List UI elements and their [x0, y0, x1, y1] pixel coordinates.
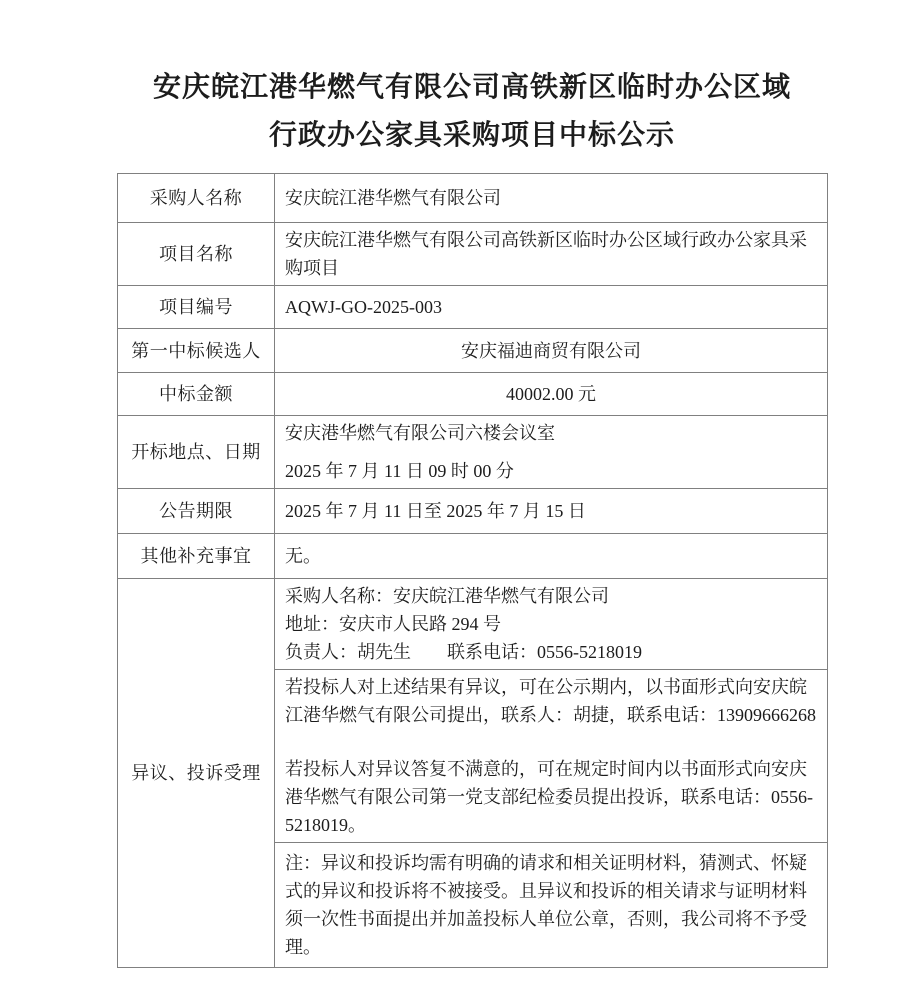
opening-date-line: 2025 年 7 月 11 日 09 时 00 分 — [285, 461, 514, 481]
page-title — [117, 64, 827, 160]
row-label-announcement-period: 公告期限 — [118, 489, 275, 534]
row-value-winning-candidate: 安庆福迪商贸有限公司 — [275, 329, 828, 373]
opening-place-line: 安庆港华燃气有限公司六楼会议室 — [285, 423, 555, 443]
objection-contact-cell — [275, 579, 828, 670]
row-label-bid-amount: 中标金额 — [118, 373, 275, 416]
row-value-opening-place-date — [275, 416, 828, 489]
objection-note-text: 注：异议和投诉均需有明确的请求和相关证明材料，猜测式、怀疑式的异议和投诉将不被接受。且异议和投诉的相关请求与证明材料须一次性书面提出并加盖投标人单位公章，否则，我公司将不予受理。 — [285, 853, 807, 957]
row-label-project-number: 项目编号 — [118, 286, 275, 329]
objection-contact-person-phone: 负责人：胡先生 联系电话：0556-5218019 — [285, 642, 642, 662]
row-label-opening-place-date: 开标地点、日期 — [118, 416, 275, 489]
row-label-project-name: 项目名称 — [118, 223, 275, 286]
objection-note-cell — [275, 843, 828, 968]
table-row-project-number — [118, 286, 828, 329]
objection-procedure-para-1: 若投标人对上述结果有异议，可在公示期内，以书面形式向安庆皖江港华燃气有限公司提出，联系人：胡捷，联系电话：13909666268 — [285, 677, 816, 725]
table-row-announcement-period — [118, 489, 828, 534]
row-label-winning-candidate: 第一中标候选人 — [118, 329, 275, 373]
row-value-project-name: 安庆皖江港华燃气有限公司高铁新区临时办公区域行政办公家具采购项目 — [275, 223, 828, 286]
row-value-bid-amount: 40002.00 元 — [275, 373, 828, 416]
page-title-line-1: 安庆皖江港华燃气有限公司高铁新区临时办公区域 — [152, 72, 791, 103]
table-row-winning-candidate — [118, 329, 828, 373]
table-row-bid-amount — [118, 373, 828, 416]
row-label-objection: 异议、投诉受理 — [118, 579, 275, 968]
objection-procedure-para-2: 若投标人对异议答复不满意的，可在规定时间内以书面形式向安庆港华燃气有限公司第一党支部纪检委员提出投诉，联系电话：0556-5218019。 — [285, 759, 813, 835]
page-title-line-2: 行政办公家具采购项目中标公示 — [268, 120, 675, 151]
table-row-other-matters — [118, 534, 828, 579]
table-row-project-name — [118, 223, 828, 286]
row-value-project-number: AQWJ-GO-2025-003 — [275, 286, 828, 329]
row-value-announcement-period: 2025 年 7 月 11 日至 2025 年 7 月 15 日 — [275, 489, 828, 534]
objection-contact-purchaser: 采购人名称：安庆皖江港华燃气有限公司 — [285, 586, 609, 606]
objection-procedure-cell — [275, 670, 828, 843]
announcement-table — [117, 173, 828, 968]
row-value-other-matters: 无。 — [275, 534, 828, 579]
table-row-opening-place-date — [118, 416, 828, 489]
objection-contact-address: 地址：安庆市人民路 294 号 — [285, 614, 501, 634]
table-row-purchaser — [118, 174, 828, 223]
row-value-purchaser: 安庆皖江港华燃气有限公司 — [275, 174, 828, 223]
table-row-objection-contact — [118, 579, 828, 670]
row-label-purchaser: 采购人名称 — [118, 174, 275, 223]
row-label-other-matters: 其他补充事宜 — [118, 534, 275, 579]
